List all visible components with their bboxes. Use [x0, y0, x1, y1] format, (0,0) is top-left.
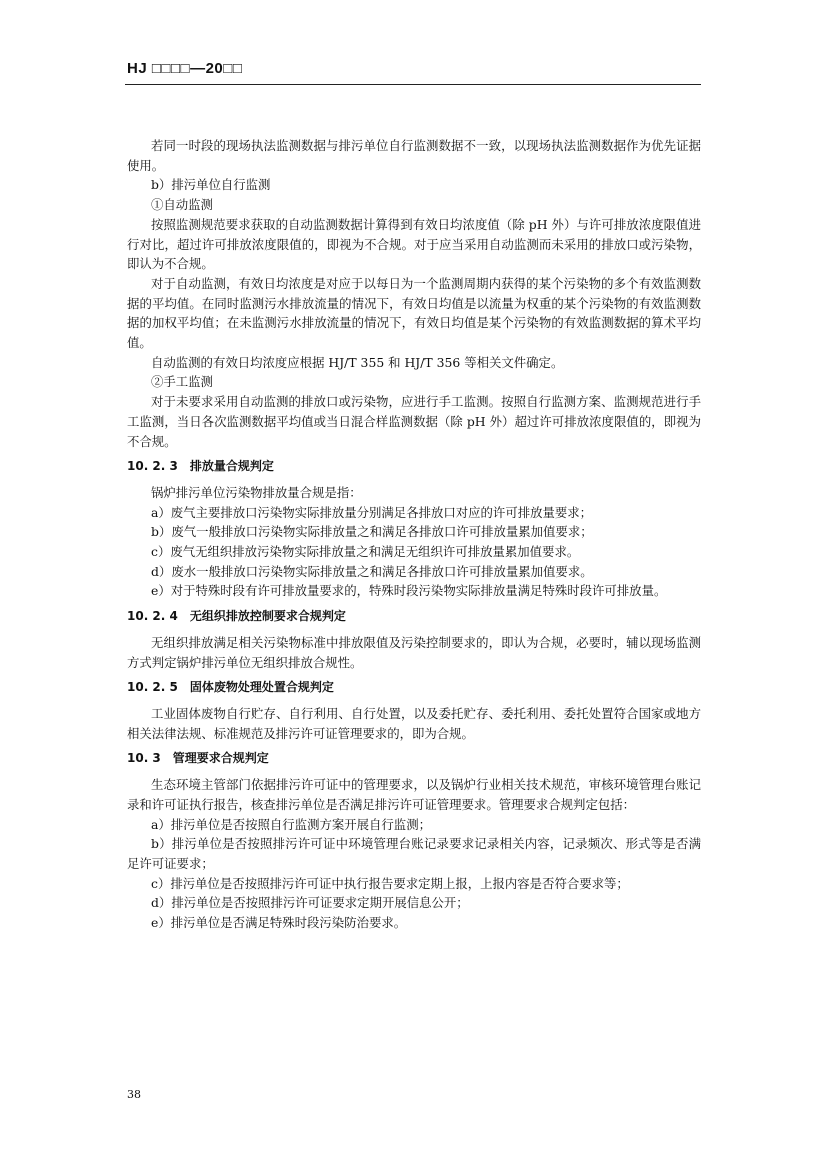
list-item: b）废气一般排放口污染物实际排放量之和满足各排放口许可排放量累加值要求；: [151, 524, 593, 540]
page-content: [127, 136, 701, 933]
paragraph: 生态环境主管部门依据排污许可证中的管理要求，以及锅炉行业相关技术规范，审核环境管理台账记录和许可证执行报告，核查排污单位是否满足排污许可证管理要求。管理要求合规判定包括：: [127, 777, 701, 812]
list-item: e）排污单位是否满足特殊时段污染防治要求。: [151, 915, 407, 931]
paragraph: ①自动监测: [151, 197, 213, 213]
section-heading-10-2-5: 10. 2. 5 固体废物处理处置合规判定: [127, 680, 334, 695]
section-heading-10-2-4: 10. 2. 4 无组织排放控制要求合规判定: [127, 609, 346, 624]
paragraph: 无组织排放满足相关污染物标准中排放限值及污染控制要求的，即认为合规，必要时，辅以现场监测方式判定锅炉排污单位无组织排放合规性。: [127, 634, 701, 670]
page-number: 38: [127, 1088, 141, 1101]
list-item: a）排污单位是否按照自行监测方案开展自行监测；: [151, 816, 431, 832]
paragraph: 按照监测规范要求获取的自动监测数据计算得到有效日均浓度值（除 pH 外）与许可排放浓度限值进行对比，超过许可排放浓度限值的，即视为不合规。对于应当采用自动监测而未采用的排放口或污染物，即认为不合规。: [127, 216, 701, 272]
paragraph: 工业固体废物自行贮存、自行利用、自行处置，以及委托贮存、委托利用、委托处置符合国家或地方相关法律法规、标准规范及排污许可证管理要求的，即为合规。: [127, 705, 701, 741]
list-item: c）排污单位是否按照排污许可证中执行报告要求定期上报，上报内容是否符合要求等；: [151, 875, 629, 891]
paragraph: 若同一时段的现场执法监测数据与排污单位自行监测数据不一致，以现场执法监测数据作为优先证据使用。: [127, 138, 701, 173]
section-heading-10-3: 10. 3 管理要求合规判定: [127, 751, 269, 766]
list-item: d）废水一般排放口污染物实际排放量之和满足各排放口许可排放量累加值要求。: [151, 563, 593, 579]
paragraph: 对于自动监测，有效日均浓度是对应于以每日为一个监测周期内获得的某个污染物的多个有效监测数据的平均值。在同时监测污水排放流量的情况下，有效日均值是以流量为权重的某个污染物的有效监测数据的加权平均值；在未监测污水排放流量的情况下，有效日均值是某个污染物的有效监测数据的算术平均值。: [127, 275, 701, 351]
paragraph: b）排污单位自行监测: [151, 177, 271, 193]
paragraph: 锅炉排污单位污染物排放量合规是指：: [151, 484, 362, 500]
paragraph: 自动监测的有效日均浓度应根据 HJ/T 355 和 HJ/T 356 等相关文件确定。: [151, 354, 564, 370]
list-item: b）排污单位是否按照排污许可证中环境管理台账记录要求记录相关内容，记录频次、形式等是否满足许可证要求；: [127, 836, 701, 871]
header-divider: [125, 84, 701, 85]
paragraph: ②手工监测: [151, 374, 213, 390]
section-heading-10-2-3: 10. 2. 3 排放量合规判定: [127, 459, 274, 474]
list-item: e）对于特殊时段有许可排放量要求的，特殊时段污染物实际排放量满足特殊时段许可排放量。: [151, 583, 667, 599]
document-header: HJ □□□□—20□□: [127, 60, 243, 77]
paragraph: 对于未要求采用自动监测的排放口或污染物，应进行手工监测。按照自行监测方案、监测规范进行手工监测，当日各次监测数据平均值或当日混合样监测数据（除 pH 外）超过许可排放浓度限值的，即视为不合规。: [127, 394, 701, 449]
list-item: a）废气主要排放口污染物实际排放量分别满足各排放口对应的许可排放量要求；: [151, 504, 593, 520]
list-item: c）废气无组织排放污染物实际排放量之和满足无组织许可排放量累加值要求。: [151, 544, 580, 560]
list-item: d）排污单位是否按照排污许可证要求定期开展信息公开；: [151, 895, 469, 911]
